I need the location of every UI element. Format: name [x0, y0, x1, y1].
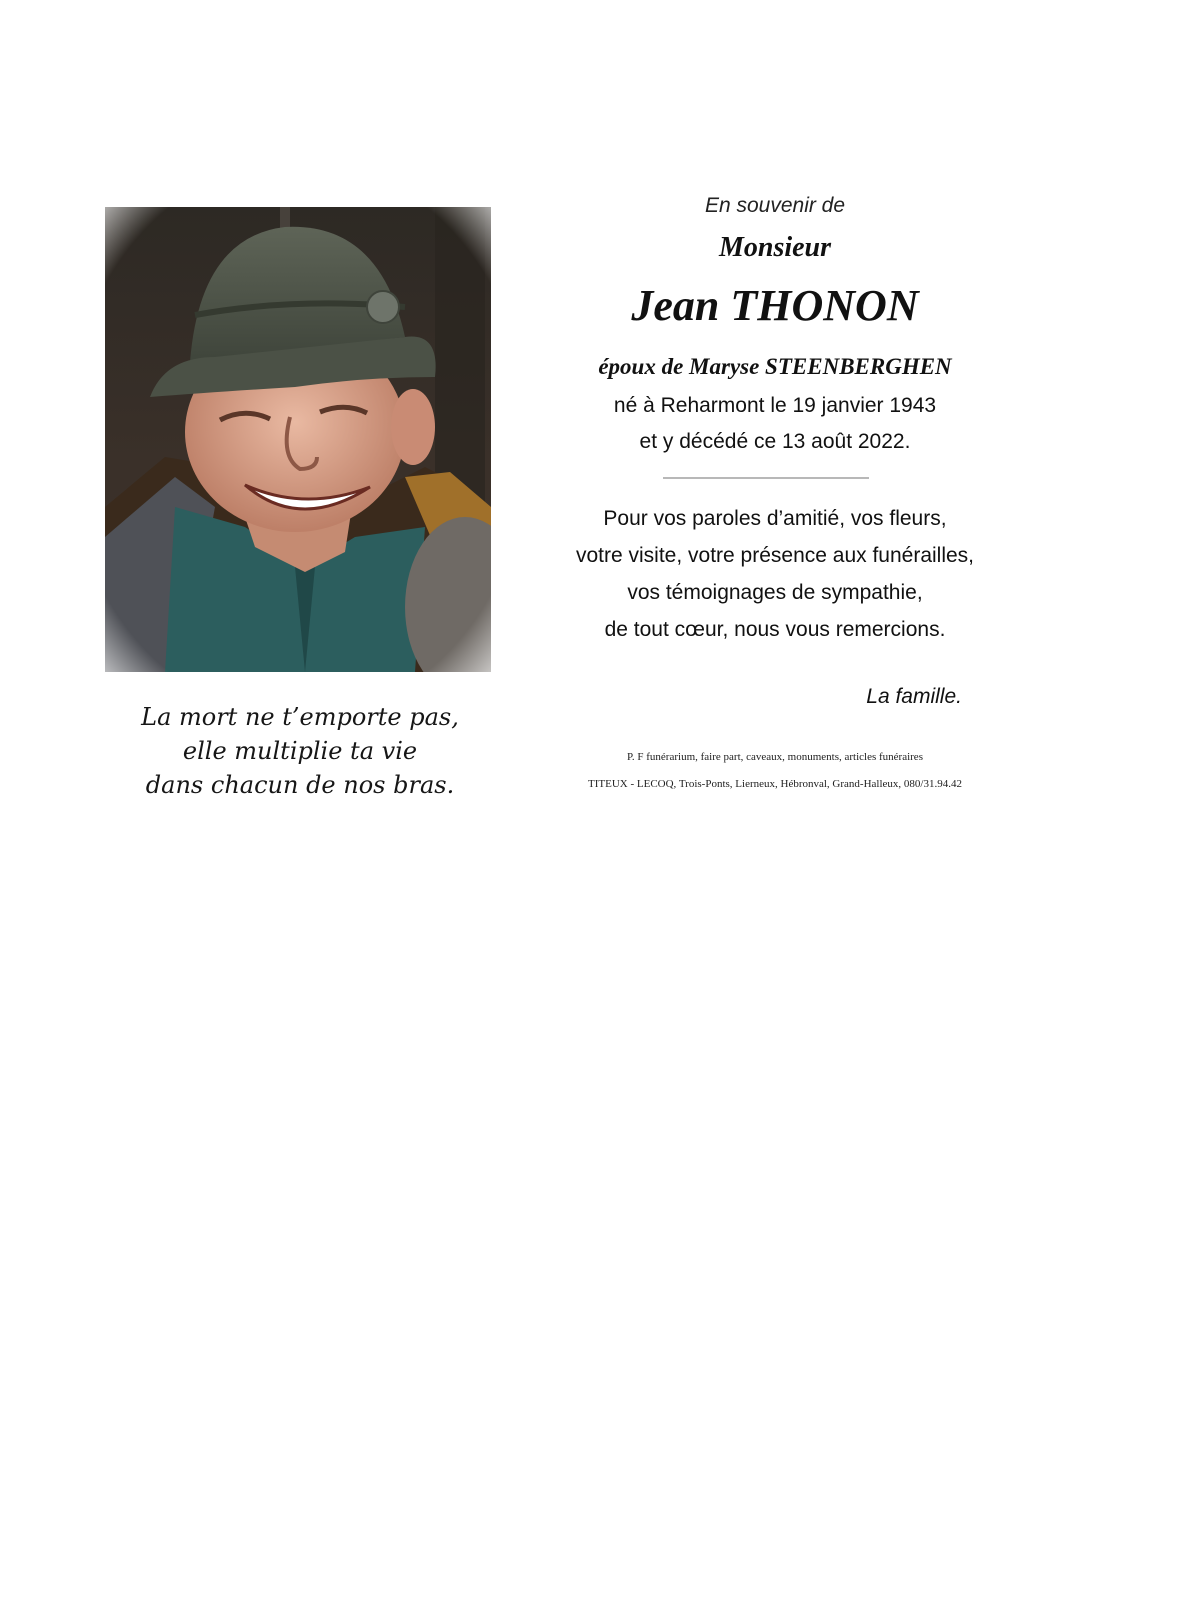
- intro-text: En souvenir de: [704, 194, 846, 217]
- divider: [663, 477, 869, 479]
- quote-line: elle multiplie ta vie: [182, 737, 418, 765]
- thanks-line: de tout cœur, nous vous remercions.: [604, 618, 946, 641]
- funeral-home-services: P. F funérarium, faire part, caveaux, monuments, articles funéraires: [627, 751, 923, 763]
- funeral-home-contact: TITEUX - LECOQ, Trois-Ponts, Lierneux, Hébronval, Grand-Halleux, 080/31.94.42: [588, 778, 962, 790]
- signature: La famille.: [866, 685, 962, 708]
- quote-line: La mort ne t’emporte pas,: [141, 703, 459, 731]
- portrait-photo: [105, 207, 491, 672]
- quote-line: dans chacun de nos bras.: [145, 771, 455, 799]
- spouse-line: époux de Maryse STEENBERGHEN: [598, 354, 952, 379]
- deceased-name: Jean THONON: [631, 281, 919, 330]
- honorific: Monsieur: [718, 232, 832, 263]
- death-line: et y décédé ce 13 août 2022.: [639, 430, 911, 453]
- thanks-line: Pour vos paroles d’amitié, vos fleurs,: [603, 507, 947, 530]
- birth-line: né à Reharmont le 19 janvier 1943: [613, 394, 937, 417]
- thanks-message: [545, 500, 1005, 648]
- thanks-line: votre visite, votre présence aux funérailles,: [575, 544, 975, 567]
- thanks-line: vos témoignages de sympathie,: [627, 581, 923, 604]
- portrait-illustration: [105, 207, 491, 672]
- memorial-quote: [105, 700, 495, 802]
